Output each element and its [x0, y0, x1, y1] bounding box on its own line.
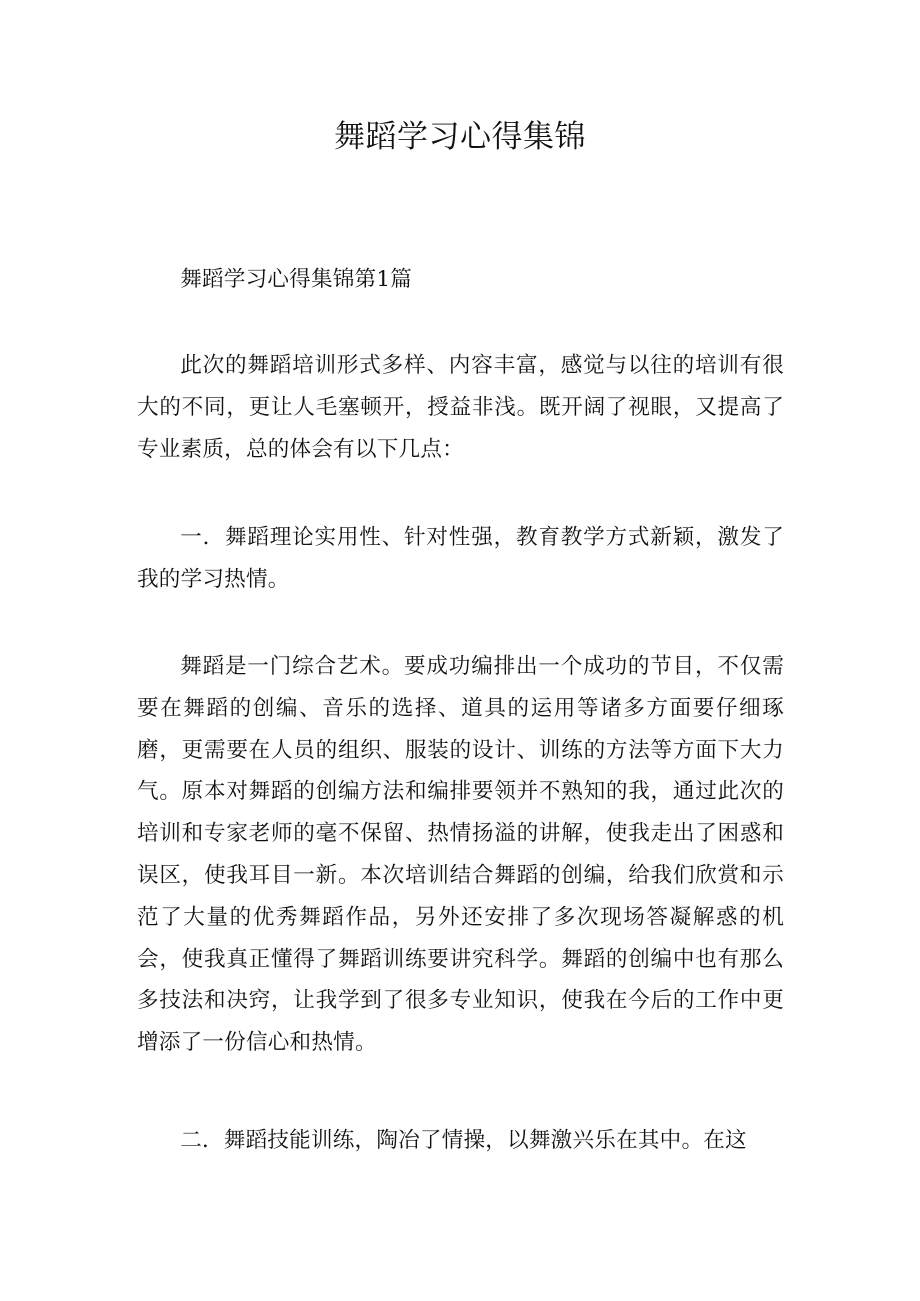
intro-paragraph: 此次的舞蹈培训形式多样、内容丰富，感觉与以往的培训有很大的不同，更让人毛塞顿开，授益非浅。既开阔了视眼，又提高了专业素质，总的体会有以下几点：	[137, 353, 784, 462]
document-title: 舞蹈学习心得集锦	[334, 119, 586, 155]
section-subtitle: 舞蹈学习心得集锦第1篇	[180, 267, 413, 292]
point-two-heading: 二．舞蹈技能训练，陶冶了情操，以舞激兴乐在其中。在这	[180, 1128, 747, 1153]
point-one-heading: 一．舞蹈理论实用性、针对性强，教育教学方式新颖，激发了我的学习热情。	[137, 525, 784, 592]
point-one-body: 舞蹈是一门综合艺术。要成功编排出一个成功的节目，不仅需要在舞蹈的创编、音乐的选择、道具的运用等诸多方面要仔细琢磨，更需要在人员的组织、服装的设计、训练的方法等方面下大力气。原本对舞蹈的创编方法和编排要领并不熟知的我，通过此次的培训和专家老师的毫不保留、热情扬溢的讲解，使我走出了困惑和误区，使我耳目一新。本次培训结合舞蹈的创编，给我们欣赏和示范了大量的优秀舞蹈作品，另外还安排了多次现场答凝解惑的机会，使我真正懂得了舞蹈训练要讲究科学。舞蹈的创编中也有那么多技法和决窍，让我学到了很多专业知识，使我在今后的工作中更增添了一份信心和热情。	[137, 654, 784, 1056]
